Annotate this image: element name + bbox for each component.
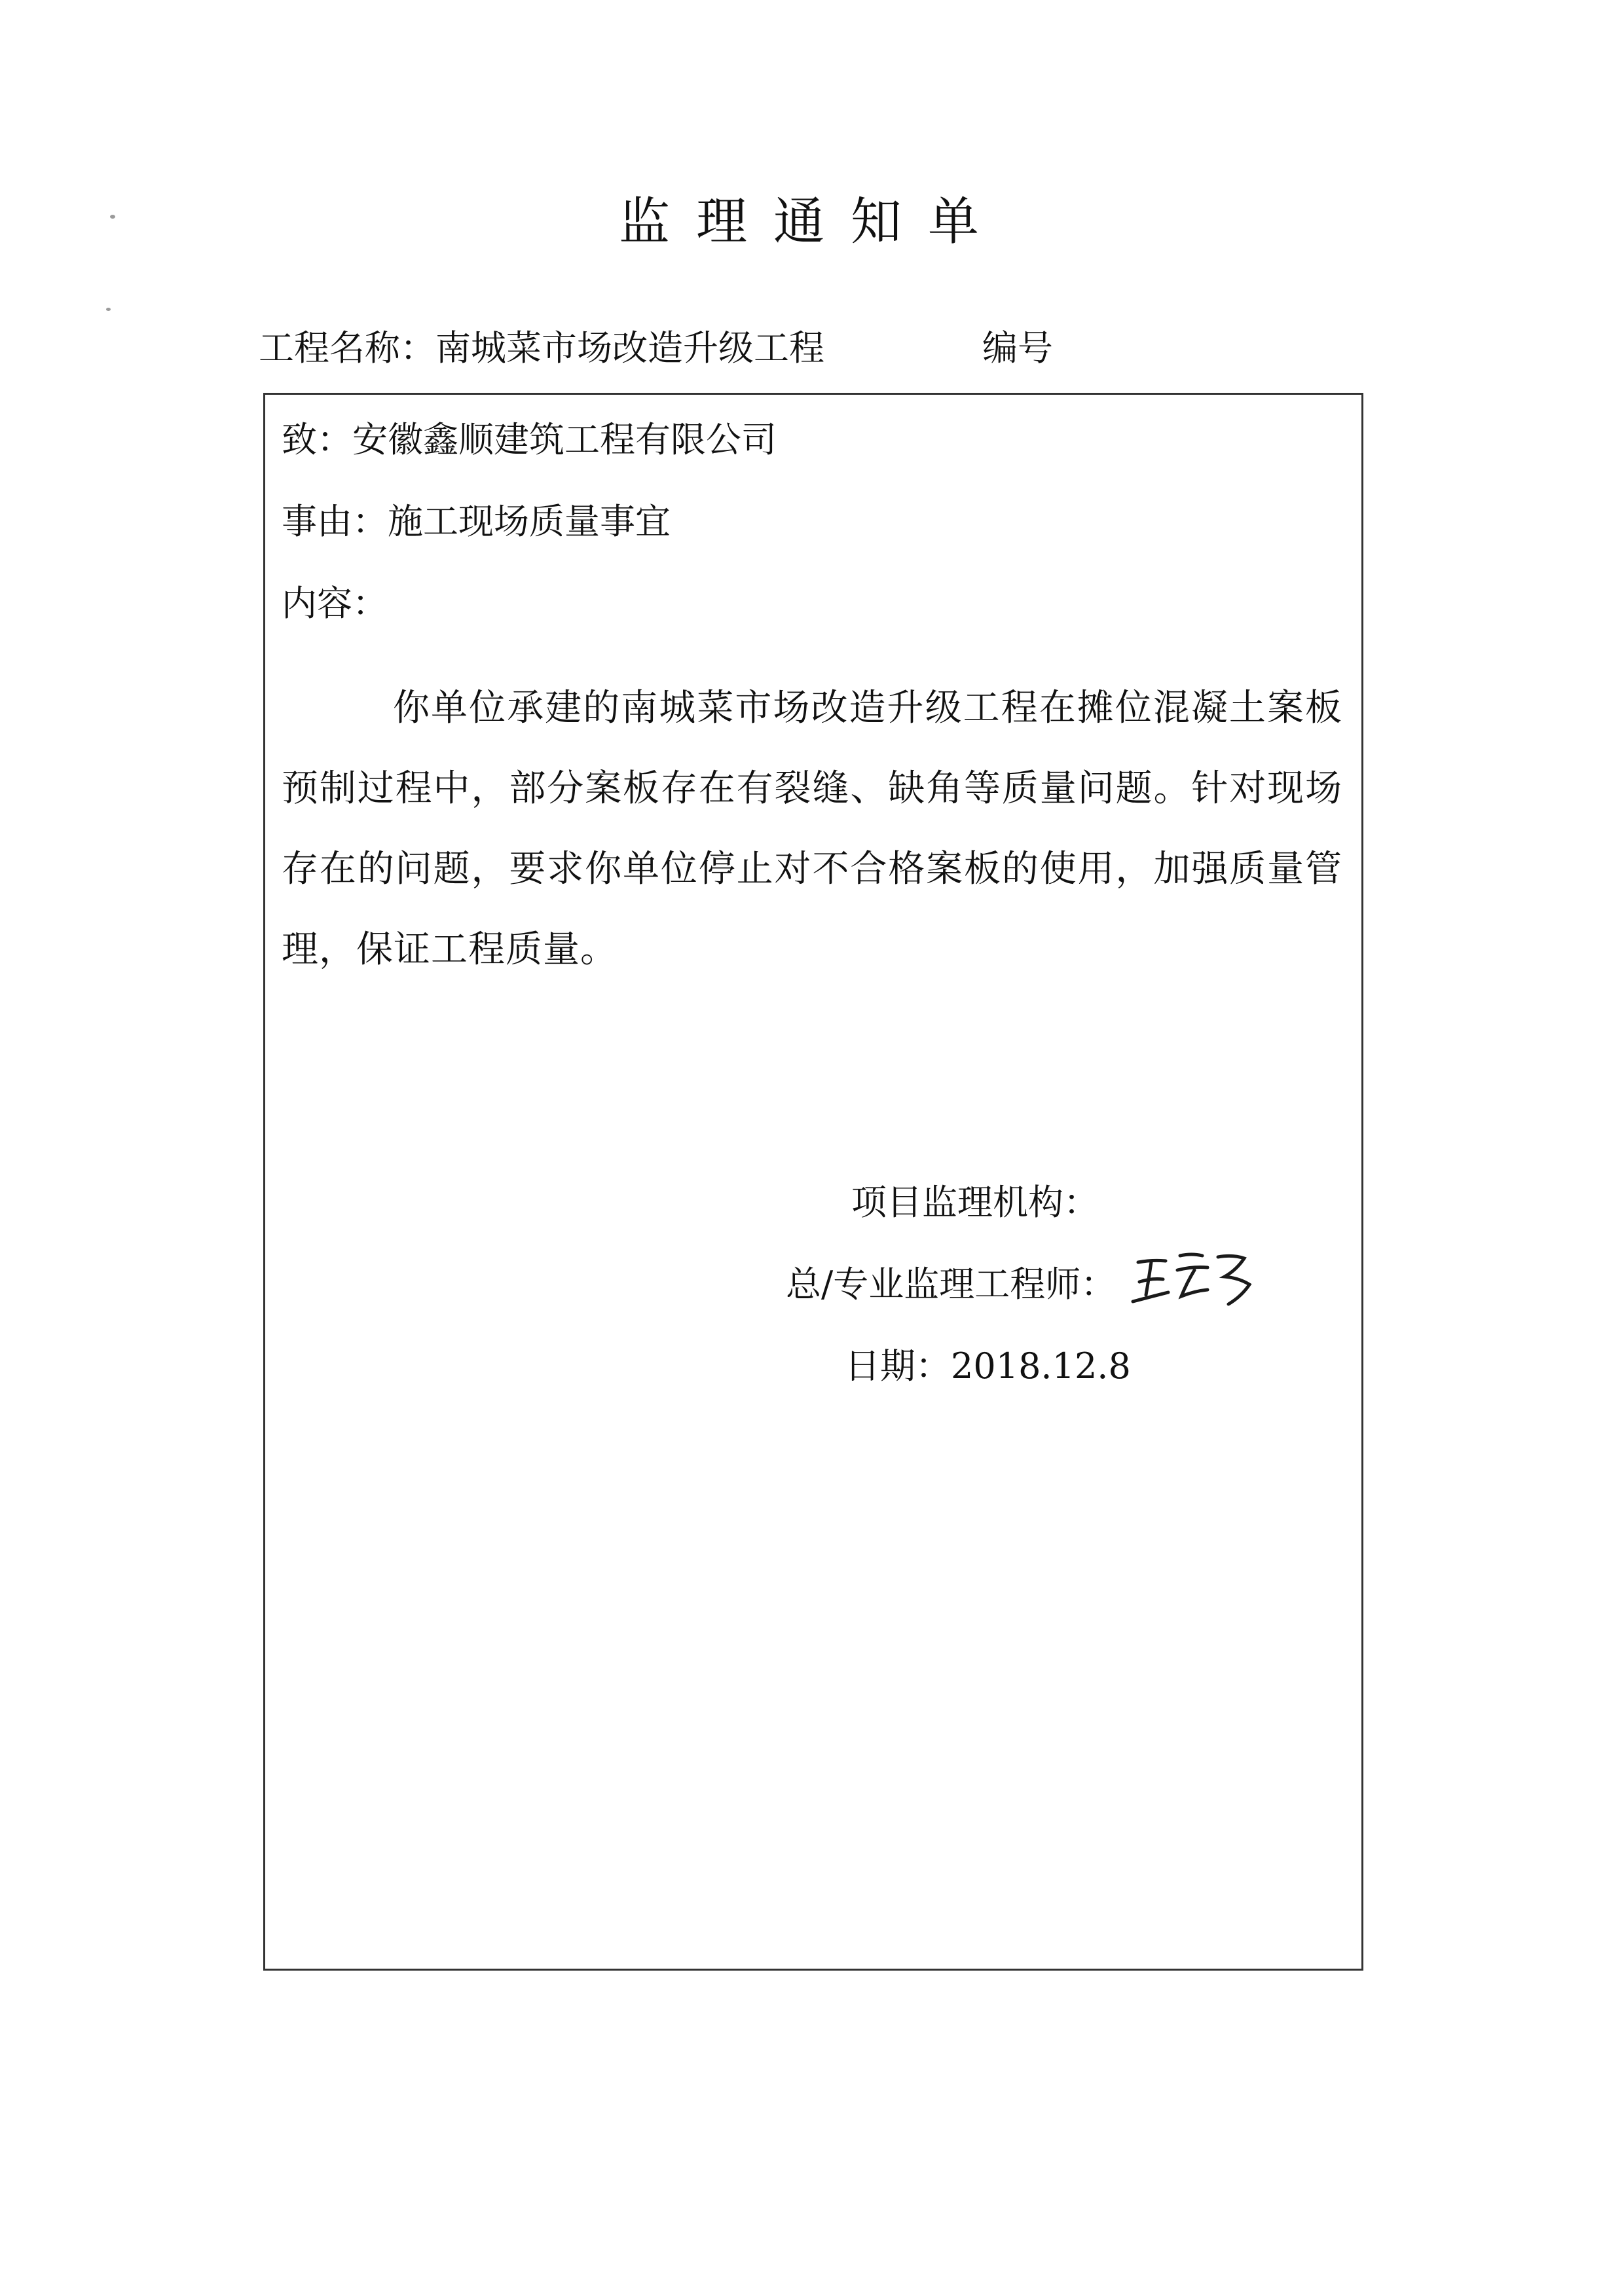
- date-value: 2018.12.8: [951, 1345, 1131, 1387]
- content-body: 你单位承建的南城菜市场改造升级工程在摊位混凝土案板预制过程中，部分案板存在有裂缝、缺角等质量问题。针对现场存在的问题，要求你单位停止对不合格案板的使用，加强质量管理，保证工程质量。: [282, 687, 1342, 971]
- serial-number-label: 编号: [982, 327, 1053, 369]
- document-title: 监理通知单: [618, 192, 1005, 251]
- project-name: 南城菜市场改造升级工程: [435, 327, 824, 369]
- subject-value: 施工现场质量事宜: [388, 501, 671, 542]
- recipient-row: [282, 419, 777, 460]
- subject-label: 事由：: [282, 501, 388, 542]
- date-line: [845, 1345, 1131, 1387]
- notice-frame: [263, 393, 1363, 1971]
- scan-speck: [106, 308, 111, 311]
- engineer-label: 总/专业监理工程师：: [786, 1264, 1116, 1305]
- project-label: 工程名称：: [259, 327, 435, 369]
- recipient-value: 安徽鑫顺建筑工程有限公司: [352, 419, 777, 460]
- content-label: 内容：: [282, 583, 388, 624]
- handwritten-signature: [1126, 1244, 1257, 1316]
- date-label: 日期：: [845, 1345, 951, 1387]
- recipient-label: 致：: [282, 419, 352, 460]
- subject-row: [282, 501, 671, 542]
- scan-speck: [110, 215, 115, 219]
- project-line: [259, 327, 824, 369]
- supervision-org-label: 项目监理机构：: [851, 1182, 1099, 1223]
